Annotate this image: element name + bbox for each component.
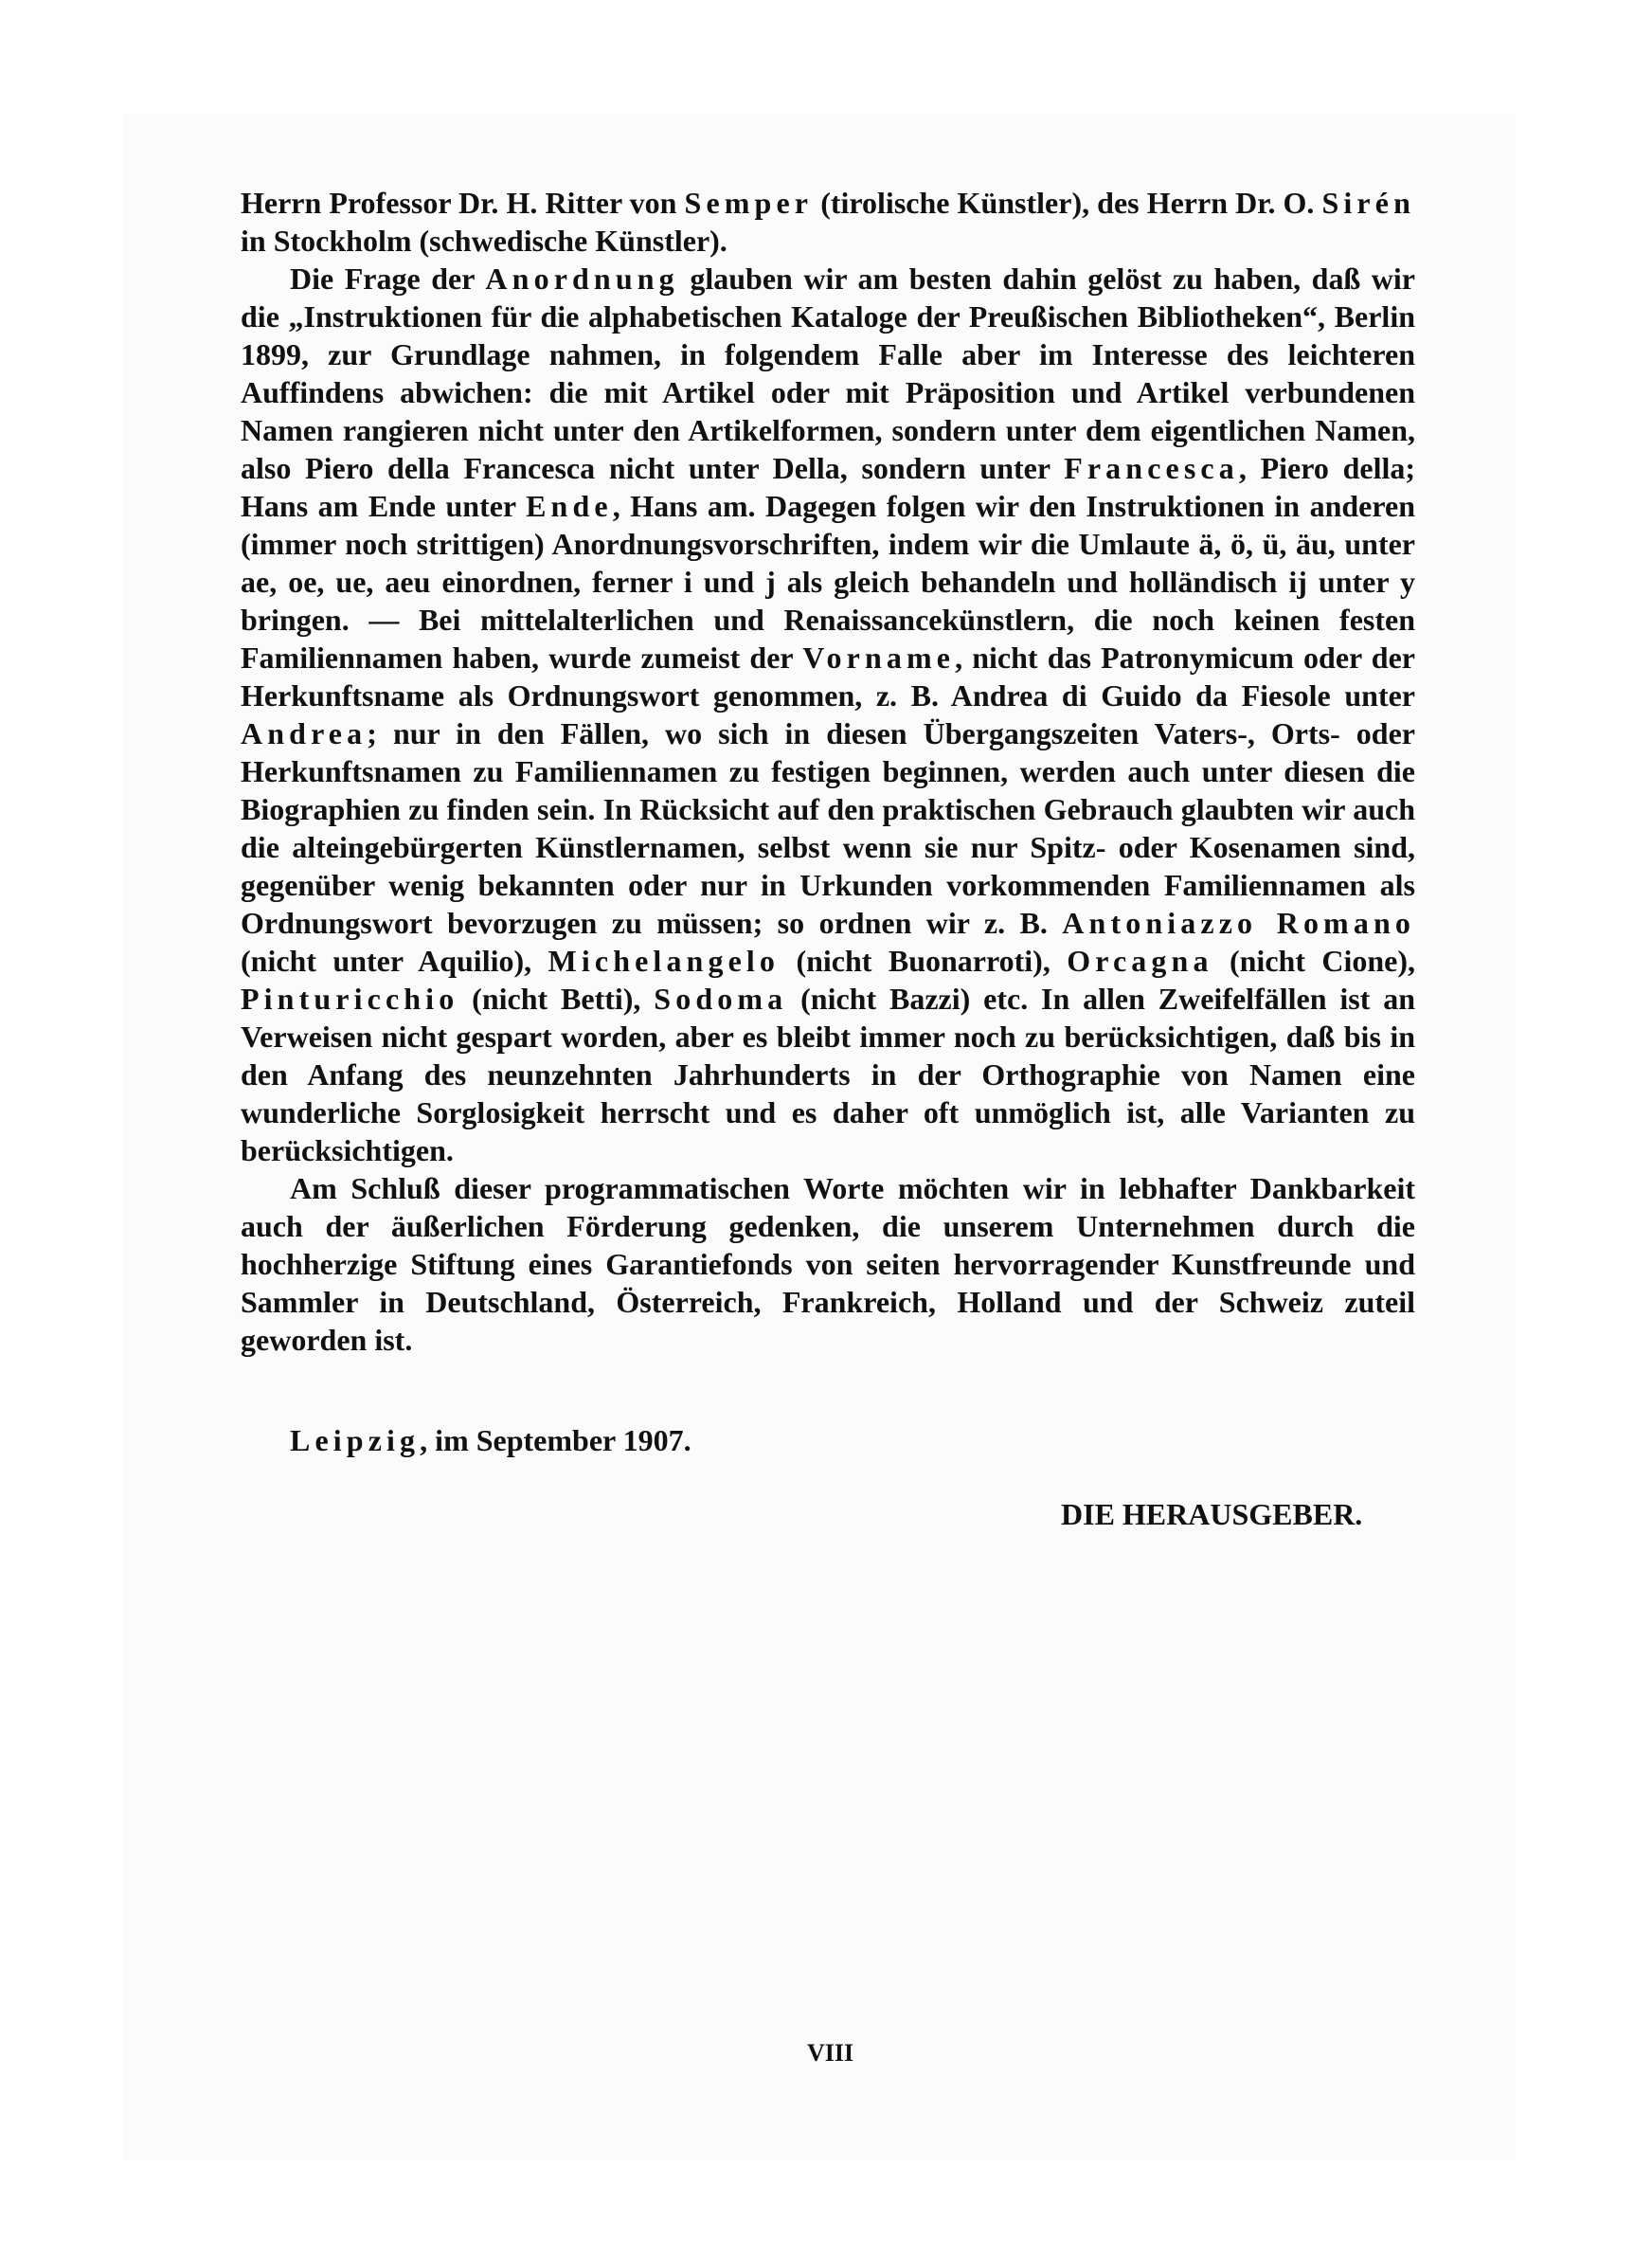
- preface-body: [241, 184, 1415, 1359]
- place-and-date: [290, 1421, 691, 1459]
- text-run: Die Frage der: [290, 262, 486, 296]
- spaced-name: Andrea: [241, 716, 368, 750]
- signature: DIE HERAUSGEBER.: [1061, 1497, 1363, 1531]
- text-run: (nicht Buonarroti),: [780, 944, 1068, 978]
- text-run: (nicht Bazzi) etc. In allen Zweifelfällen ist an Verweisen nicht gespart worden, aber es bleibt immer noch zu berücksichtigen, daß bis in den Anfang des neunzehnten Jahrhunderts in der Orthographie von Namen eine wunderliche Sorglosigkeit herrscht und es daher oft unmöglich ist, alle Varianten zu berücksichtigen.: [241, 982, 1416, 1167]
- paragraph-acknowledgement: Am Schluß dieser programmatischen Worte möchten wir in lebhafter Dankbarkeit auch der äußerlichen Förderung gedenken, die unserem Unternehmen durch die hochherzige Stiftung eines Garantiefonds von seiten hervorragender Kunstfreunde und Sammler in Deutschland, Österreich, Frankreich, Holland und der Schweiz zuteil geworden ist.: [241, 1171, 1415, 1357]
- spaced-name: Sodoma: [654, 982, 788, 1016]
- paragraph-contributors: [241, 184, 1415, 260]
- date: , im September 1907.: [420, 1423, 691, 1457]
- text-run: glauben wir am besten dahin gelöst zu haben, daß wir die „Instruktionen für die alphabetischen Kataloge der Preußischen Bibliotheken“, Berlin 1899, zur Grundlage nahmen, in folgendem Falle aber im Interesse des leichteren Auffindens abwichen: die mit Artikel oder mit Präposition und Artikel verbundenen Namen rangieren nicht unter den Artikelformen, sondern unter dem eigentlichen Namen, also Piero della Francesca nicht unter Della, sondern unter: [241, 262, 1416, 485]
- text-run: , Hans am. Dagegen folgen wir den Instruktionen in anderen (immer noch strittigen) Anordnungsvorschriften, indem wir die Umlaute ä, ö, ü, äu, unter ae, oe, ue, aeu einordnen, ferner i und j als gleich behandeln und holländisch ij unter y bringen. — Bei mittelalterlichen und Renaissancekünstlern, die noch keinen festen Familiennamen haben, wurde zumeist der: [241, 489, 1416, 675]
- spaced-name: Ende: [526, 489, 613, 523]
- paragraph-arrangement: [241, 260, 1415, 1169]
- spaced-term: Vorname: [802, 641, 956, 675]
- spaced-term: Anordnung: [485, 262, 679, 296]
- spaced-name: Semper: [684, 186, 814, 220]
- text-run: (nicht Betti),: [458, 982, 655, 1016]
- spaced-name: Sirén: [1321, 186, 1415, 220]
- text-run: , nicht das Patronymicum oder der Herkunftsname als Ordnungswort genommen, z. B. Andrea di Guido da Fiesole unter: [241, 641, 1416, 713]
- text-run: (nicht Cione),: [1212, 944, 1416, 978]
- place: Leipzig: [290, 1423, 421, 1457]
- text-run: (tirolische Künstler), des Herrn Dr. O.: [813, 186, 1322, 220]
- spaced-name: Michelangelo: [548, 944, 781, 978]
- text-run: in Stockholm (schwedische Künstler).: [241, 224, 727, 258]
- spaced-name: Orcagna: [1067, 944, 1213, 978]
- spaced-name: Francesca: [1064, 451, 1239, 485]
- text-run: , Piero della; Hans am Ende unter: [241, 451, 1416, 523]
- page-number: VIII: [807, 2039, 854, 2067]
- text-run: Herrn Professor Dr. H. Ritter von: [241, 186, 685, 220]
- text-run: ; nur in den Fällen, wo sich in diesen Übergangszeiten Vaters-, Orts- oder Herkunftsnamen zu Familiennamen zu festigen beginnen, werden auch unter diesen die Biographien zu finden sein. In Rücksicht auf den praktischen Gebrauch glaubten wir auch die alteingebürgerten Künstlernamen, selbst wenn sie nur Spitz- oder Kosenamen sind, gegenüber wenig bekannten oder nur in Urkunden vorkommenden Familiennamen als Ordnungswort bevorzugen zu müssen; so ordnen wir z. B.: [241, 716, 1415, 940]
- spaced-name: Pinturicchio: [241, 982, 459, 1016]
- text-run: (nicht unter Aquilio),: [241, 944, 548, 978]
- spaced-name: Antoniazzo Romano: [1062, 906, 1415, 940]
